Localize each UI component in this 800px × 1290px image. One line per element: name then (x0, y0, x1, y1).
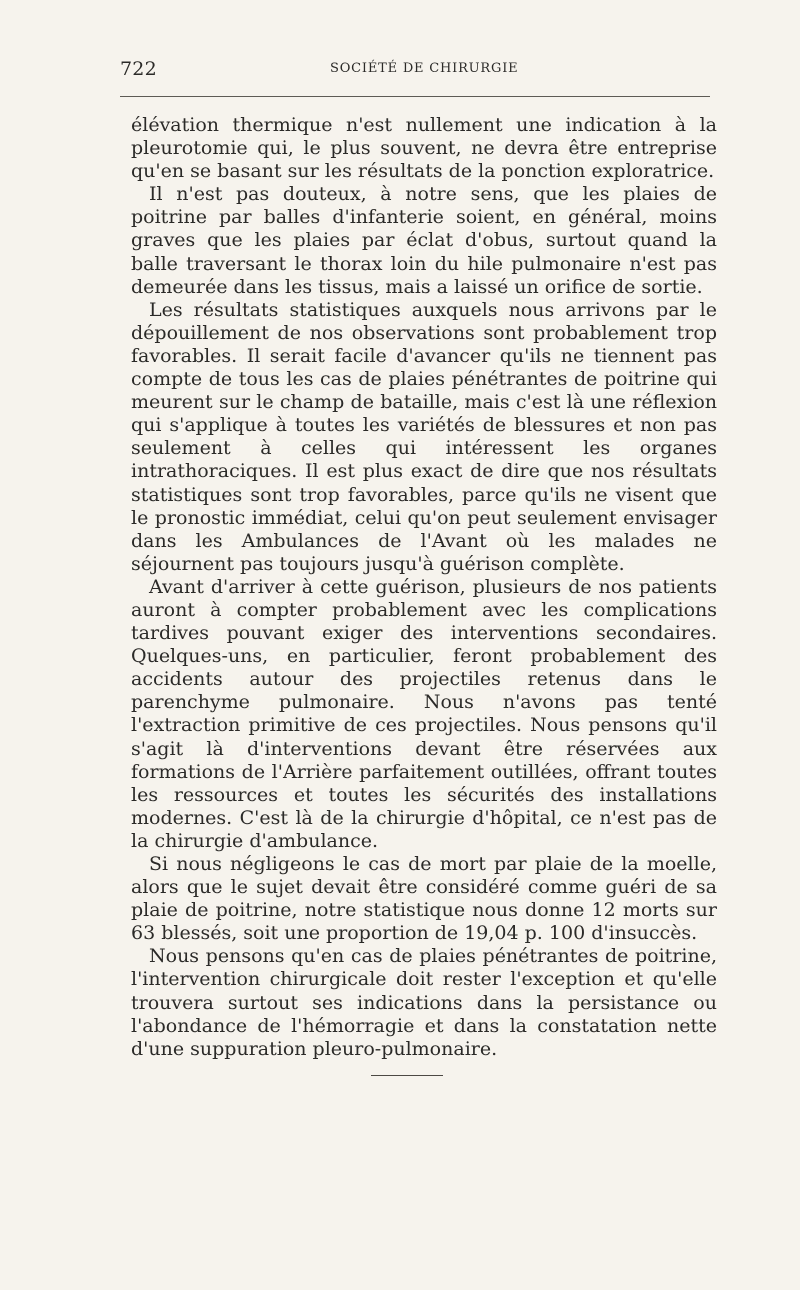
paragraph-1: élévation thermique n'est nullement une indication à la pleurotomie qui, le plus souvent, ne devra être entreprise qu'en se basant sur les résultats de la ponction exploratrice. (131, 114, 717, 183)
page-number: 722 (120, 58, 157, 80)
article-body (131, 114, 717, 1061)
paragraph-5: Si nous négligeons le cas de mort par plaie de la moelle, alors que le sujet devait être considéré comme guéri de sa plaie de poitrine, notre statistique nous donne 12 morts sur 63 blessés, soit une proportion de 19,04 p. 100 d'insuccès. (131, 853, 717, 945)
header-divider (120, 96, 710, 97)
paragraph-4: Avant d'arriver à cette guérison, plusieurs de nos patients auront à compter probablement avec les complications tardives pouvant exiger des interventions secondaires. Quelques-uns, en particulier, feront probablement des accidents autour des projectiles retenus dans le parenchyme pulmonaire. Nous n'avons pas tenté l'extraction primitive de ces projectiles. Nous pensons qu'il s'agit là d'interventions devant être réservées aux formations de l'Arrière parfaitement outillées, offrant toutes les ressources et toutes les sécurités des installations modernes. C'est là de la chirurgie d'hôpital, ce n'est pas de la chirurgie d'ambulance. (131, 575, 717, 852)
paragraph-6: Nous pensons qu'en cas de plaies pénétrantes de poitrine, l'intervention chirurgicale doit rester l'exception et qu'elle trouvera surtout ses indications dans la persistance ou l'abondance de l'hémorragie et dans la constatation nette d'une suppuration pleuro-pulmonaire. (131, 945, 717, 1060)
section-end-divider (371, 1075, 443, 1076)
page-header (120, 58, 710, 86)
running-title: SOCIÉTÉ DE CHIRURGIE (330, 61, 519, 76)
paragraph-3: Les résultats statistiques auxquels nous arrivons par le dépouillement de nos observations sont probablement trop favorables. Il serait facile d'avancer qu'ils ne tiennent pas compte de tous les cas de plaies pénétrantes de poitrine qui meurent sur le champ de bataille, mais c'est là une réflexion qui s'applique à toutes les variétés de blessures et non pas seulement à celles qui intéressent les organes intrathoraciques. Il est plus exact de dire que nos résultats statistiques sont trop favorables, parce qu'ils ne visent que le pronostic immédiat, celui qu'on peut seulement envisager dans les Ambulances de l'Avant où les malades ne séjournent pas toujours jusqu'à guérison complète. (131, 298, 717, 575)
paragraph-2: Il n'est pas douteux, à notre sens, que les plaies de poitrine par balles d'infanterie soient, en général, moins graves que les plaies par éclat d'obus, surtout quand la balle traversant le thorax loin du hile pulmonaire n'est pas demeurée dans les tissus, mais a laissé un orifice de sortie. (131, 183, 717, 298)
